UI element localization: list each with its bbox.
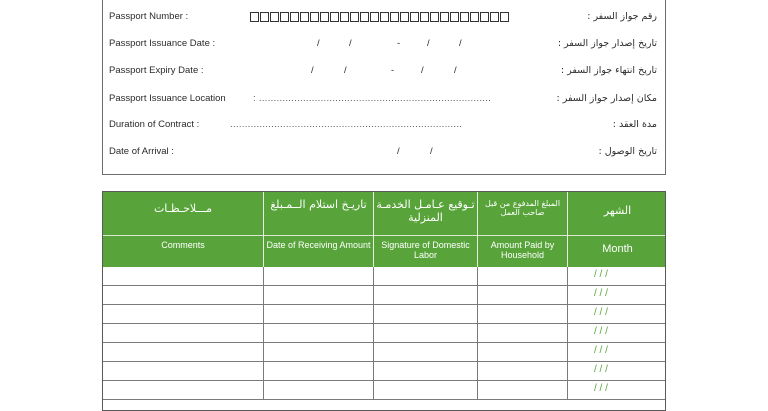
- cell-signature[interactable]: [374, 305, 478, 324]
- cell-date-receiving[interactable]: [264, 362, 374, 381]
- date-of-arrival-label-ar: تاريخ الوصول :: [598, 146, 657, 157]
- cell-date-receiving[interactable]: [264, 286, 374, 305]
- passport-expiry-date-row: [103, 63, 665, 79]
- cell-amount-paid[interactable]: [478, 286, 568, 305]
- date-of-arrival-row: [103, 144, 665, 160]
- passport-issuance-location-label: Passport Issuance Location: [109, 93, 226, 104]
- cell-comments[interactable]: [103, 286, 264, 305]
- table-row: [103, 286, 665, 305]
- passport-expiry-date-label: Passport Expiry Date :: [109, 65, 204, 76]
- cell-signature[interactable]: [374, 267, 478, 286]
- passport-issuance-date-label-ar: تاريخ إصدار جواز السفر :: [557, 38, 657, 49]
- duration-dotted-line[interactable]: ...............................................................................: [230, 119, 463, 130]
- cell-date-receiving[interactable]: [264, 324, 374, 343]
- header-amount-paid: المبلغ المدفوع من قبل صاحب العمل Amount Paid by Household: [478, 192, 568, 267]
- date-slash: /: [311, 65, 314, 76]
- cell-amount-paid[interactable]: [478, 267, 568, 286]
- cell-amount-paid[interactable]: [478, 362, 568, 381]
- cell-comments[interactable]: [103, 267, 264, 286]
- cell-comments[interactable]: [103, 324, 264, 343]
- cell-date-receiving[interactable]: [264, 381, 374, 400]
- date-slash: /: [421, 65, 424, 76]
- cell-signature[interactable]: [374, 324, 478, 343]
- cell-signature[interactable]: [374, 381, 478, 400]
- cell-month[interactable]: / / /: [594, 288, 608, 299]
- cell-signature[interactable]: [374, 286, 478, 305]
- date-slash: /: [427, 38, 430, 49]
- table-header: [103, 192, 665, 267]
- date-slash: /: [397, 146, 400, 157]
- table-row: [103, 343, 665, 362]
- passport-number-label-ar: رقم جواز السفر :: [587, 11, 657, 22]
- date-of-arrival-label: Date of Arrival :: [109, 146, 174, 157]
- table-row: [103, 305, 665, 324]
- date-slash: /: [344, 65, 347, 76]
- date-slash: /: [459, 38, 462, 49]
- cell-month[interactable]: / / /: [594, 307, 608, 318]
- table-row: [103, 324, 665, 343]
- table-row: [103, 362, 665, 381]
- cell-month[interactable]: / / /: [594, 345, 608, 356]
- duration-of-contract-label: Duration of Contract :: [109, 119, 200, 130]
- passport-number-row: [103, 9, 665, 25]
- cell-amount-paid[interactable]: [478, 343, 568, 362]
- date-slash: /: [430, 146, 433, 157]
- header-signature: تـوقيع عـامـل الخدمـة المنزلية Signature of Domestic Labor: [374, 192, 478, 267]
- cell-month[interactable]: / / /: [594, 269, 608, 280]
- header-month: الشهر Month: [568, 192, 666, 267]
- header-comments: مـــلاحـظـات Comments: [103, 192, 264, 267]
- date-slash: /: [349, 38, 352, 49]
- cell-comments[interactable]: [103, 381, 264, 400]
- cell-month[interactable]: / / /: [594, 326, 608, 337]
- location-dotted-line[interactable]: : ...............................................................................: [253, 93, 492, 104]
- nationality-row: [103, 0, 665, 4]
- passport-issuance-location-label-ar: مكان إصدار جواز السفر :: [556, 93, 657, 104]
- date-slash: /: [454, 65, 457, 76]
- cell-amount-paid[interactable]: [478, 324, 568, 343]
- passport-issuance-date-label: Passport Issuance Date :: [109, 38, 216, 49]
- nationality-label-ar: [620, 0, 657, 4]
- passport-number-label: Passport Number :: [109, 11, 189, 22]
- duration-of-contract-row: [103, 117, 665, 133]
- cell-date-receiving[interactable]: [264, 343, 374, 362]
- date-dash: -: [391, 65, 395, 76]
- cell-signature[interactable]: [374, 362, 478, 381]
- passport-issuance-date-row: [103, 36, 665, 52]
- cell-amount-paid[interactable]: [478, 305, 568, 324]
- cell-comments[interactable]: [103, 343, 264, 362]
- passport-issuance-location-row: [103, 91, 665, 107]
- date-dash: -: [397, 38, 401, 49]
- cell-comments[interactable]: [103, 362, 264, 381]
- date-slash: /: [317, 38, 320, 49]
- payment-table: [102, 191, 666, 411]
- table-row: [103, 267, 665, 286]
- cell-signature[interactable]: [374, 343, 478, 362]
- header-date-receiving: تاريـخ استلام الــمـبلغ Date of Receiving Amount: [264, 192, 374, 267]
- passport-expiry-date-label-ar: تاريخ انتهاء جواز السفر :: [560, 65, 657, 76]
- employee-info-section: [102, 0, 666, 175]
- cell-amount-paid[interactable]: [478, 381, 568, 400]
- cell-date-receiving[interactable]: [264, 267, 374, 286]
- duration-of-contract-label-ar: مدة العقد :: [612, 119, 657, 130]
- cell-date-receiving[interactable]: [264, 305, 374, 324]
- passport-number-boxes[interactable]: [250, 12, 510, 22]
- cell-month[interactable]: / / /: [594, 383, 608, 394]
- cell-comments[interactable]: [103, 305, 264, 324]
- cell-month[interactable]: / / /: [594, 364, 608, 375]
- table-row: [103, 381, 665, 400]
